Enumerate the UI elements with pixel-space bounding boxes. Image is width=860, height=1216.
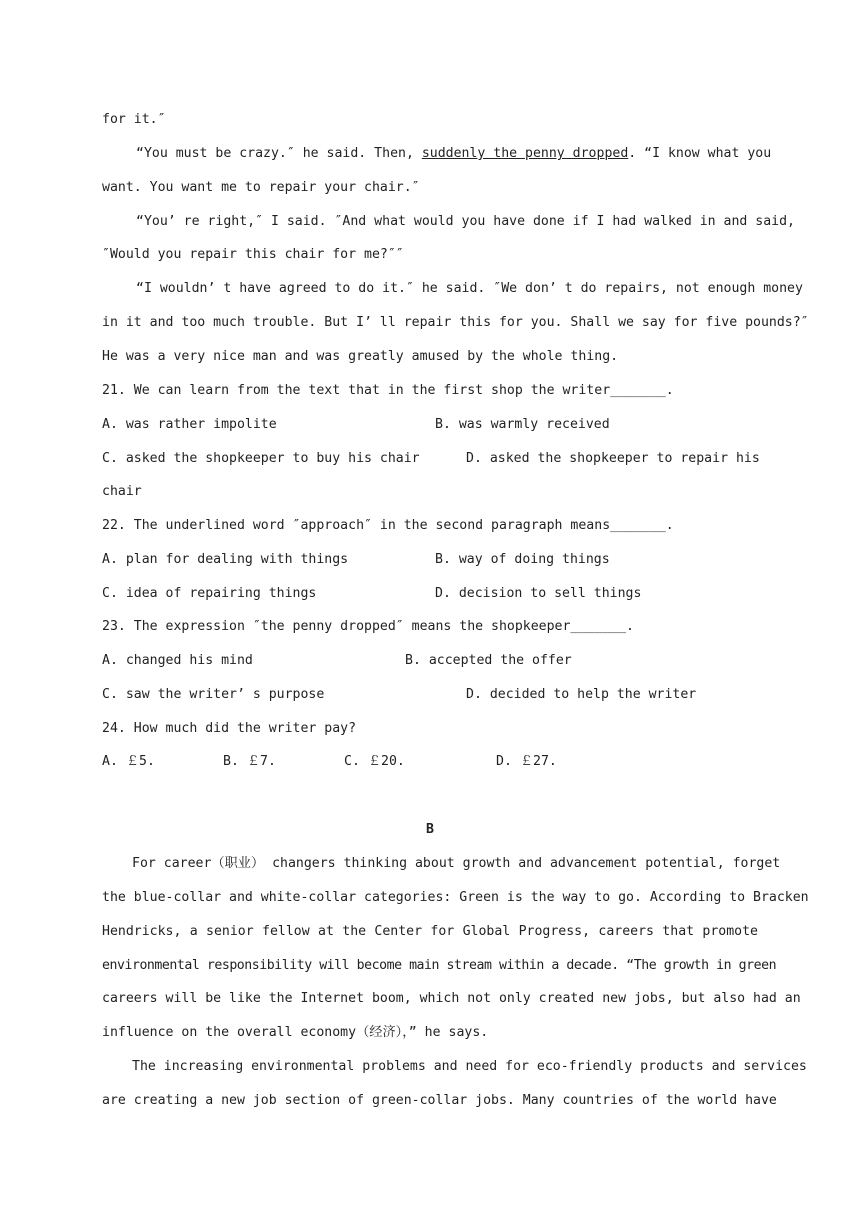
paragraph-line: For career（职业） changers thinking about growth and advancement potential, forget — [132, 856, 781, 871]
underlined-phrase: suddenly the penny dropped — [421, 146, 629, 161]
paragraph-line: The increasing environmental problems and need for eco-friendly products and services — [132, 1059, 807, 1074]
question-stem: 21. We can learn from the text that in the first shop the writer_______. — [102, 383, 674, 398]
option-c[interactable]: C. asked the shopkeeper to buy his chair — [102, 451, 420, 466]
passage-line: for it.″ — [102, 112, 166, 127]
option-b[interactable]: B. accepted the offer — [405, 653, 572, 668]
passage-line: He was a very nice man and was greatly amused by the whole thing. — [102, 349, 619, 364]
paragraph-line: Hendricks, a senior fellow at the Center for Global Progress, careers that promote — [102, 924, 758, 939]
paragraph-line: the blue-collar and white-collar categories: Green is the way to go. According to Bracken — [102, 890, 809, 905]
option-a[interactable]: A. was rather impolite — [102, 417, 277, 432]
option-a[interactable]: A. changed his mind — [102, 653, 253, 668]
option-d[interactable]: D. ￡27. — [496, 754, 557, 769]
section-heading: B — [426, 822, 434, 837]
option-c[interactable]: C. saw the writer’ s purpose — [102, 687, 325, 702]
passage-line: in it and too much trouble. But I’ ll repair this for you. Shall we say for five pounds?″ — [102, 315, 809, 330]
passage-line: want. You want me to repair your chair.″ — [102, 180, 420, 195]
passage-line: “You’ re right,″ I said. ″And what would you have done if I had walked in and said, — [136, 214, 795, 229]
option-d-continuation: chair — [102, 484, 142, 499]
paragraph-line: careers will be like the Internet boom, which not only created new jobs, but also had an — [102, 991, 801, 1006]
option-b[interactable]: B. way of doing things — [435, 552, 610, 567]
option-d[interactable]: D. decision to sell things — [435, 586, 642, 601]
paragraph-line: are creating a new job section of green-collar jobs. Many countries of the world have — [102, 1093, 777, 1108]
option-b[interactable]: B. was warmly received — [435, 417, 610, 432]
option-d[interactable]: D. asked the shopkeeper to repair his — [466, 451, 760, 466]
paragraph-line: environmental responsibility will become main stream within a decade. “The growth in green — [102, 958, 777, 973]
option-c[interactable]: C. idea of repairing things — [102, 586, 317, 601]
option-b[interactable]: B. ￡7. — [223, 754, 276, 769]
option-a[interactable]: A. plan for dealing with things — [102, 552, 349, 567]
passage-line: ″Would you repair this chair for me?″″ — [102, 247, 404, 262]
question-stem: 23. The expression ″the penny dropped″ means the shopkeeper_______. — [102, 619, 634, 634]
paragraph-line: influence on the overall economy（经济），” he says. — [102, 1025, 489, 1040]
option-c[interactable]: C. ￡20. — [344, 754, 405, 769]
question-stem: 24. How much did the writer pay? — [102, 721, 357, 736]
option-d[interactable]: D. decided to help the writer — [466, 687, 697, 702]
passage-line: “You must be crazy.″ he said. Then, suddenly the penny dropped. “I know what you — [136, 146, 772, 161]
option-a[interactable]: A. ￡5. — [102, 754, 155, 769]
passage-line: “I wouldn’ t have agreed to do it.″ he said. ″We don’ t do repairs, not enough money — [136, 281, 803, 296]
question-stem: 22. The underlined word ″approach″ in the second paragraph means_______. — [102, 518, 674, 533]
